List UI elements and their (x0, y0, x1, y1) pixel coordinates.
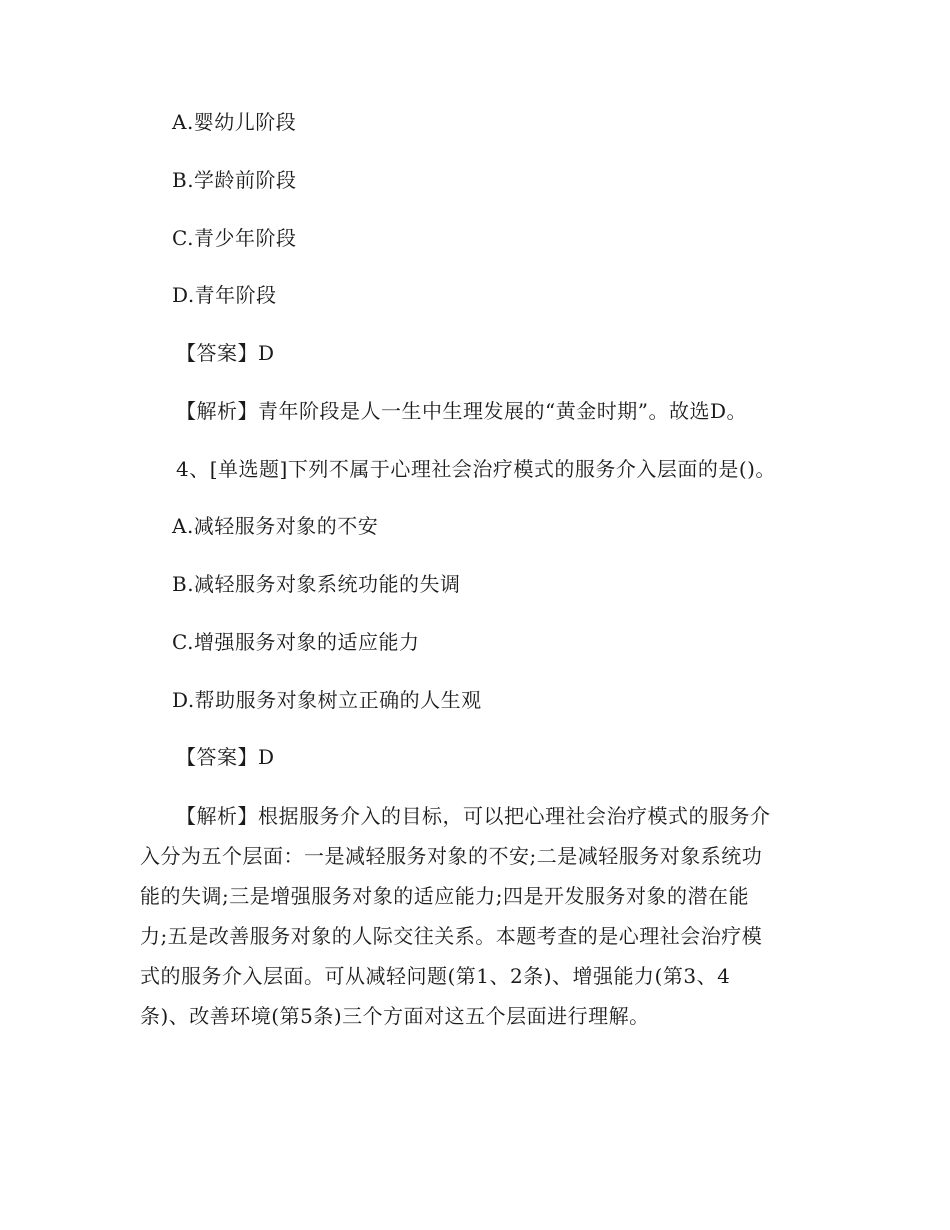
q3-answer: 【答案】D (176, 341, 275, 365)
q4-analysis-line: 入分为五个层面：一是减轻服务对象的不安;二是减轻服务对象系统功 (140, 844, 763, 868)
q4-analysis-line: 条)、改善环境(第5条)三个方面对这五个层面进行理解。 (140, 1004, 650, 1028)
q4-option-a: A.减轻服务对象的不安 (172, 514, 379, 538)
q4-answer: 【答案】D (176, 745, 275, 769)
q3-option-d: D.青年阶段 (172, 283, 277, 307)
q4-option-c: C.增强服务对象的适应能力 (172, 630, 420, 654)
q4-analysis-line: 能的失调;三是增强服务对象的适应能力;四是开发服务对象的潜在能 (140, 884, 749, 908)
q4-analysis-line: 力;五是改善服务对象的人际交往关系。本题考查的是心理社会治疗模 (140, 924, 763, 948)
q4-question: 4、[单选题]下列不属于心理社会治疗模式的服务介入层面的是()。 (176, 457, 776, 481)
q3-analysis: 【解析】青年阶段是人一生中生理发展的“黄金时期”。故选D。 (176, 399, 747, 423)
q4-analysis-line: 式的服务介入层面。可从减轻问题(第1、2条)、增强能力(第3、4 (140, 964, 731, 988)
q3-option-a: A.婴幼儿阶段 (172, 110, 297, 134)
q3-option-b: B.学龄前阶段 (172, 168, 297, 192)
q4-option-d: D.帮助服务对象树立正确的人生观 (172, 688, 482, 712)
q4-analysis-line: 【解析】根据服务介入的目标，可以把心理社会治疗模式的服务介 (176, 804, 771, 828)
q3-option-c: C.青少年阶段 (172, 226, 297, 250)
q4-option-b: B.减轻服务对象系统功能的失调 (172, 572, 461, 596)
q4-analysis (140, 796, 820, 1036)
